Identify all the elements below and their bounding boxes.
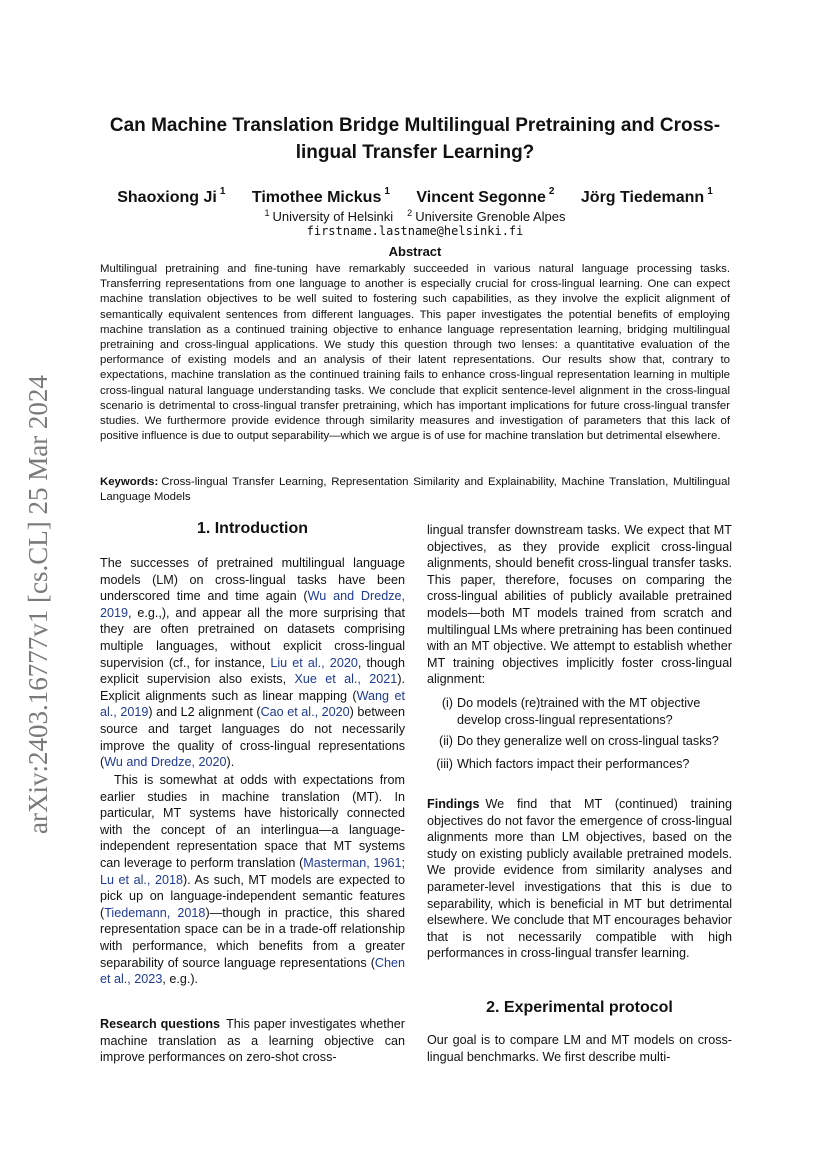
keywords xyxy=(100,475,730,505)
citation-link[interactable]: Xue et al., 2021 xyxy=(294,672,398,687)
author: Vincent Segonne $^2$ xyxy=(416,186,555,207)
citation-link[interactable]: Wu and Dredze, 2019 xyxy=(100,589,405,620)
citation-link[interactable]: Wu and Dredze, 2020 xyxy=(104,755,227,770)
author: Jörg Tiedemann $^1$ xyxy=(580,186,713,207)
author: Shaoxiong Ji $^1$ xyxy=(117,186,226,207)
research-questions-label: Research questions xyxy=(100,1017,221,1031)
section-heading-introduction: 1. Introduction xyxy=(196,520,309,537)
section2-text: Our goal is to compare LM and MT models on cross-lingual benchmarks. We first describe multi- xyxy=(427,1033,732,1064)
citation-link[interactable]: Liu et al., 2020 xyxy=(270,655,358,670)
research-question-item: (i) Do models (re)trained with the MT objective develop cross-lingual representations? xyxy=(441,696,701,727)
findings-label: Findings xyxy=(427,797,480,811)
abstract-text: Multilingual pretraining and fine-tuning have remarkably succeeded in various natural language processing tasks. Transferring representations from one language to another is especially crucial for cross-lingual learning. One can expect machine translation objectives to be well suited to fostering such capabilities, as they involve the explicit alignment of semantically equivalent sentences from different languages. This paper investigates the potential benefits of employing machine translation as a continued training objective to enhance language representation learning, bridging multilingual pretraining and cross-lingual applications. We study this question through two lenses: a quantitative evaluation of the performance of existing models and an analysis of their latent representations. Our results show that, contrary to expectations, machine translation as the continued training fails to enhance cross-lingual representation learning in multiple cross-lingual natural language understanding tasks. We conclude that explicit sentence-level alignment in the cross-lingual scenario is detrimental to cross-lingual transfer pretraining, which has important implications for future cross-lingual transfer studies. We furthermore provide evidence through similarity measures and investigation of parameters that this lack of positive influence is due to output separability—which we argue is of use for machine translation but detrimental elsewhere. xyxy=(100,263,730,443)
research-questions-paragraph xyxy=(100,1016,405,1066)
author-email: firstname.lastname@helsinki.fi xyxy=(306,224,524,238)
keywords-text: Cross-lingual Transfer Learning, Representation Similarity and Explainability, Machine Translation, Multilingual Language Models xyxy=(100,476,730,504)
citation-link[interactable]: Tiedemann, 2018 xyxy=(104,905,206,920)
keywords-label: Keywords: xyxy=(100,476,159,488)
section-heading-experimental-protocol: 2. Experimental protocol xyxy=(486,999,673,1016)
author: Timothee Mickus $^1$ xyxy=(251,186,390,207)
research-question-list xyxy=(427,695,732,772)
intro-paragraph-2: This is somewhat at odds with expectations from earlier studies in machine translation (MT). In particular, MT systems have historically connected with the concept of an interlingua—a language-independent representation space that MT systems can leverage to perform translation (Masterman, 1961; Lu et al., 2018). As such, MT models are expected to pick up on language-independent semantic features (Tiedemann, 2018)—though in practice, this shared representation space can be in a trade-off relationship with performance, which benefits from a greater separability of source language representations (Chen et al., 2023, e.g.). xyxy=(100,773,405,987)
research-question-item: (ii) Do they generalize well on cross-lingual tasks? xyxy=(439,734,719,749)
affiliation: $^1$ University of Helsinki xyxy=(264,208,394,225)
intro-paragraph-1: The successes of pretrained multilingual language models (LM) on cross-lingual tasks have been underscored time and time again (Wu and Dredze, 2019, e.g.,), and appear all the more surprising that they are often pretrained on datasets comprising multiple languages, without explicit cross-lingual supervision (cf., for instance, Liu et al., 2020, though explicit supervision also exists, Xue et al., 2021). Explicit alignments such as linear mapping (Wang et al., 2019) and L2 alignment (Cao et al., 2020) between source and target languages do not necessarily improve the quality of cross-lingual representations (Wu and Dredze, 2020). xyxy=(100,556,406,770)
arxiv-identifier: arXiv:2403.16777v1 [cs.CL] 25 Mar 2024 xyxy=(23,375,53,835)
research-questions-continued: lingual transfer downstream tasks. We expect that MT objectives, as they provide explicit cross-lingual alignments, should benefit cross-lingual transfer tasks. This paper, therefore, focuses on comparing the cross-lingual abilities of publicly available pretrained models—both MT models trained from scratch and multilingual LMs where pretraining has been continued with an MT objective. We attempt to establish whether MT training objectives implicitly foster cross-lingual alignment: xyxy=(427,523,732,687)
citation-link[interactable]: Wang et al., 2019 xyxy=(100,688,405,720)
affiliation: $^2$ Universite Grenoble Alpes xyxy=(407,208,566,225)
citation-link[interactable]: Cao et al., 2020 xyxy=(260,705,350,720)
research-questions-text: This paper investigates whether machine translation as a learning objective can improve performances on zero-shot cross- xyxy=(100,1017,405,1065)
citation-link[interactable]: Masterman, 1961 xyxy=(303,855,402,870)
abstract-heading: Abstract xyxy=(388,244,442,259)
findings-text: We find that MT (continued) training objectives do not favor the emergence of cross-lingual alignments more than LM objectives, based on the study on existing publicly available pretrained models. We provide evidence from similarity analyses and parameter-level investigations that this is due to separability, which is beneficial in MT but detrimental elsewhere. We conclude that MT encourages behavior that is not necessarily compatible with high performances in cross-lingual transfer learning. xyxy=(427,797,732,961)
findings-paragraph xyxy=(427,796,732,962)
research-question-item: (iii) Which factors impact their performances? xyxy=(436,756,690,771)
citation-link[interactable]: Chen et al., 2023 xyxy=(100,955,405,987)
paper-title: Can Machine Translation Bridge Multilingual Pretraining and Cross-lingual Transfer Learning? xyxy=(109,115,721,163)
citation-link[interactable]: Lu et al., 2018 xyxy=(100,872,183,887)
